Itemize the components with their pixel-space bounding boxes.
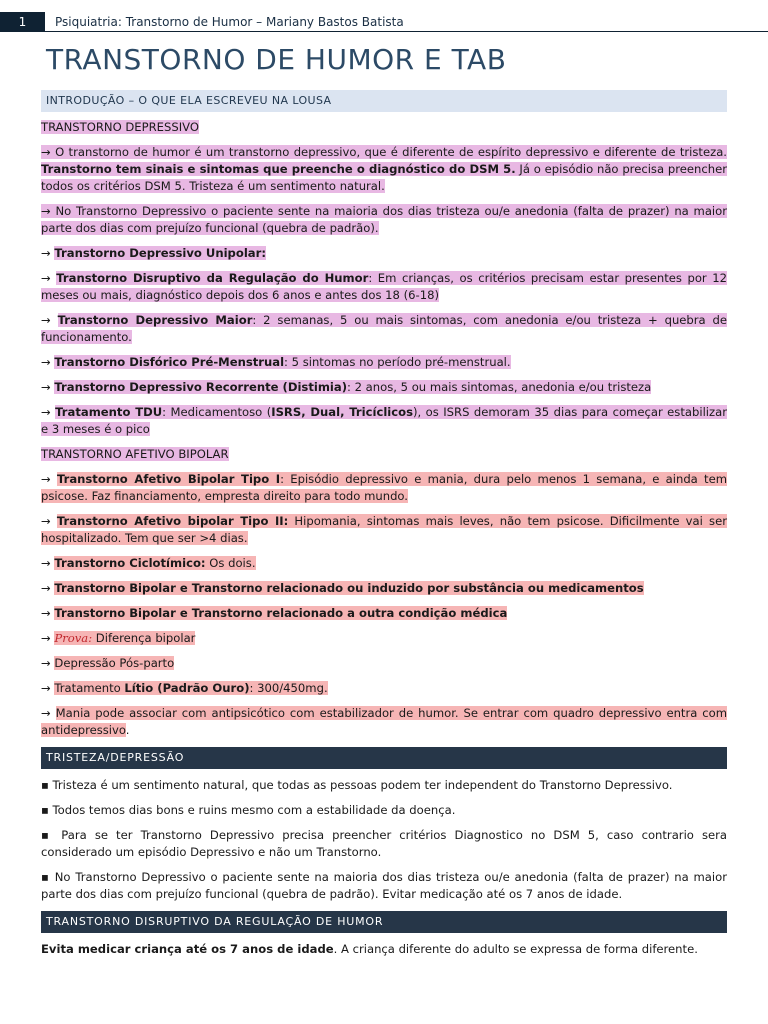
paragraph: → O transtorno de humor é um transtorno depressivo, que é diferente de espírito depressivo e diferente de tristeza. Transtorno tem sinais e sintomas que preenche o diagnóstico do DSM 5. Já o episódio não precisa preencher todos os critérios DSM 5. Tristeza é um sentimento natural.	[41, 145, 727, 193]
paragraph: → Tratamento TDU: Medicamentoso (ISRS, Dual, Tricíclicos), os ISRS demoram 35 dias para começar estabilizar e 3 meses é o pico	[41, 405, 727, 436]
bullet-item: ▪ Tristeza é um sentimento natural, que todas as pessoas podem ter independent do Transtorno Depressivo.	[41, 778, 673, 792]
paragraph: → Tratamento Lítio (Padrão Ouro): 300/450mg.	[41, 681, 328, 695]
running-title: Psiquiatria: Transtorno de Humor – Mariany Bastos Batista	[55, 15, 404, 29]
paragraph: → Transtorno Afetivo bipolar Tipo II: Hipomania, sintomas mais leves, não tem psicose. Dificilmente vai ser hospitalizado. Tem que ser >4 dias.	[41, 514, 727, 545]
section-heading-sadness: TRISTEZA/DEPRESSÃO	[41, 747, 727, 769]
document-body	[41, 90, 727, 966]
paragraph: Evita medicar criança até os 7 anos de idade. A criança diferente do adulto se expressa de forma diferente.	[41, 942, 698, 956]
page-number: 1	[0, 12, 45, 32]
paragraph: → Transtorno Afetivo Bipolar Tipo I: Episódio depressivo e mania, dura pelo menos 1 semana, e ainda tem psicose. Faz financiamento, empresta direito para todo mundo.	[41, 472, 728, 503]
paragraph: → Transtorno Depressivo Maior: 2 semanas, 5 ou mais sintomas, com anedonia e/ou tristeza + quebra de funcionamento.	[41, 313, 727, 344]
running-header	[0, 12, 768, 32]
paragraph: → Transtorno Ciclotímico: Os dois.	[41, 556, 256, 570]
paragraph: → Transtorno Disfórico Pré-Menstrual: 5 sintomas no período pré-menstrual.	[41, 355, 511, 369]
subheading-depressive: TRANSTORNO DEPRESSIVO	[41, 120, 199, 134]
bullet-item: ▪ No Transtorno Depressivo o paciente sente na maioria dos dias tristeza ou/e anedonia (falta de prazer) na maior parte dos dias com prejuízo funcional (quebra de padrão). Evitar medicação até os 7 anos de idade.	[41, 870, 727, 901]
bullet-item: ▪ Todos temos dias bons e ruins mesmo com a estabilidade da doença.	[41, 803, 456, 817]
paragraph: → Transtorno Depressivo Unipolar:	[41, 246, 266, 260]
document-title: TRANSTORNO DE HUMOR E TAB	[46, 43, 507, 76]
bullet-item: ▪ Para se ter Transtorno Depressivo precisa preencher critérios Diagnostico no DSM 5, caso contrario sera considerado um episódio Depressivo e não um Transtorno.	[41, 828, 727, 859]
section-heading-intro: INTRODUÇÃO – O QUE ELA ESCREVEU NA LOUSA	[41, 90, 727, 112]
paragraph: → Depressão Pós-parto	[41, 656, 175, 670]
header-rule	[45, 31, 768, 32]
paragraph: → No Transtorno Depressivo o paciente sente na maioria dos dias tristeza ou/e anedonia (falta de prazer) na maior parte dos dias com prejuízo funcional (quebra de padrão).	[41, 204, 727, 235]
subheading-bipolar: TRANSTORNO AFETIVO BIPOLAR	[41, 447, 229, 461]
paragraph: → Transtorno Depressivo Recorrente (Distimia): 2 anos, 5 ou mais sintomas, anedonia e/ou tristeza	[41, 380, 652, 394]
paragraph: → Transtorno Bipolar e Transtorno relacionado a outra condição médica	[41, 606, 508, 620]
paragraph: → Transtorno Disruptivo da Regulação do Humor: Em crianças, os critérios precisam estar presentes por 12 meses ou mais, diagnóstico depois dos 6 anos e antes dos 18 (6-18)	[41, 271, 728, 302]
paragraph: → Mania pode associar com antipsicótico com estabilizador de humor. Se entrar com quadro depressivo entra com antidepressivo.	[41, 706, 728, 737]
handwritten-note: Prova:	[54, 631, 93, 645]
section-heading-disruptive: TRANSTORNO DISRUPTIVO DA REGULAÇÃO DE HUMOR	[41, 911, 727, 933]
paragraph: → Prova: Diferença bipolar	[41, 631, 196, 645]
paragraph: → Transtorno Bipolar e Transtorno relacionado ou induzido por substância ou medicamentos	[41, 581, 644, 595]
